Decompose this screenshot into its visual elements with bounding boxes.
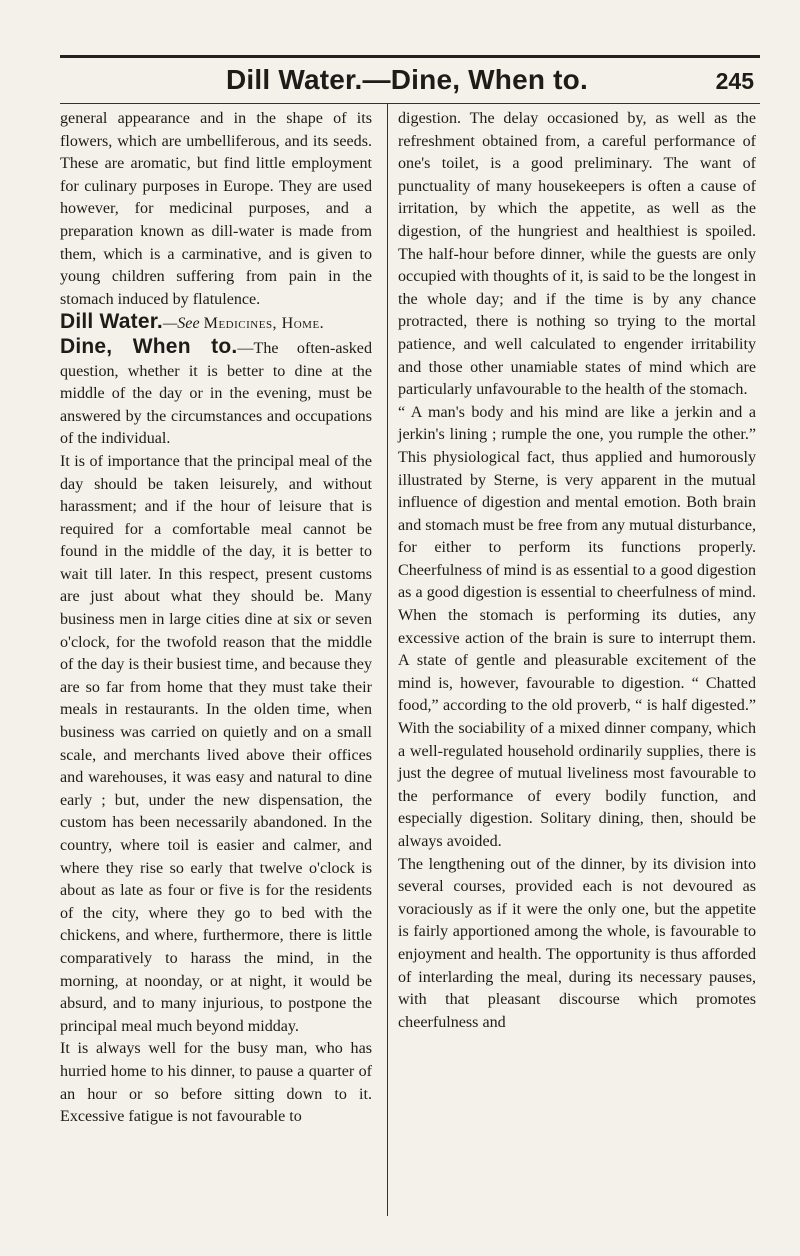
entry-heading: Dill Water. <box>60 310 163 334</box>
entry-text: —The often-asked question, whether it is better to dine at the middle of the day or in the evening, must be answered by the circumstances and occupations of the individual. <box>60 339 372 448</box>
paragraph: “ A man's body and his mind are like a jerkin and a jerkin's lining ; rumple the one, you rumple the other.” This physiological fact, thus applied and humorously illustrated by Sterne, is very apparent in the mutual influence of digestion and mental emotion. Both brain and stomach must be free from any mutual disturbance, for either to perform its functions properly. Cheerfulness of mind is as essential to a good digestion as a good digestion is essential to cheerfulness of mind. When the stomach is performing its duties, any excessive action of the brain is sure to interrupt them. A state of gentle and pleasurable excitement of the mind is, however, favourable to digestion. “ Chatted food,” according to the old proverb, “ is half digested.” With the sociability of a mixed dinner company, which a well-regulated household ordinarily supplies, there is just the degree of mutual liveliness most favourable to the performance of every bodily function, and especially digestion. Solitary dining, then, should be always avoided. <box>398 403 756 850</box>
paragraph: It is always well for the busy man, who has hurried home to his dinner, to pause a quarter of an hour or so before sitting down to it. Excessive fatigue is not favourable to <box>60 1040 372 1126</box>
entry-dill-water <box>60 311 372 336</box>
see-text: —See <box>162 315 200 333</box>
cross-reference: Medicines, Home. <box>203 315 325 333</box>
entry-heading: Dine, When to. <box>60 334 238 358</box>
page-number: 245 <box>715 68 754 94</box>
page-header <box>60 64 754 98</box>
running-head: Dill Water.—Dine, When to. <box>226 64 588 95</box>
paragraph: It is of importance that the principal meal of the day should be taken leisurely, and without harassment; and if the hour of leisure that is required for a comfortable meal cannot be found in the middle of the day, it is better to wait till later. In this respect, present customs are just about what they should be. Many business men in large cities dine at six or seven o'clock, for the twofold reason that the middle of the day is their busiest time, and because they are so far from home that they must take their meals in restaurants. In the olden time, when business was carried on quietly and on a small scale, and merchants lived above their offices and warehouses, it was easy and natural to dine early ; but, under the new dispensation, the custom has been necessarily abandoned. In the country, where toil is easier and calmer, and where they rise so early that twelve o'clock is about as late as four or five is for the residents of the city, where they go to bed with the chickens, and where, furthermore, there is little comparatively to harass the mind, in the morning, at noonday, or at night, it would be absurd, and to many injurious, to postpone the principal meal much beyond midday. <box>60 452 372 1035</box>
header-rule <box>60 103 760 104</box>
paragraph: The lengthening out of the dinner, by its division into several courses, provided each is not devoured as voraciously as if it were the only one, but the appetite is fairly apportioned among the whole, is favourable to enjoyment and health. The opportunity is thus afforded of interlarding the meal, during its necessary pauses, with that pleasant discourse which promotes cheerfulness and <box>398 855 756 1031</box>
entry-dine-when-to <box>60 336 372 451</box>
top-rule <box>60 55 760 58</box>
paragraph: general appearance and in the shape of its flowers, which are umbelliferous, and its seeds. These are aromatic, but find little employment for culinary purposes in Europe. They are used however, for medicinal purposes, and a preparation known as dill-water is made from them, which is a carminative, and is given to young children suffering from pain in the stomach induced by flatulence. <box>60 110 372 308</box>
left-column <box>60 108 372 1129</box>
right-column <box>398 108 756 1034</box>
paragraph: digestion. The delay occasioned by, as well as the refreshment obtained from, a careful performance of one's toilet, is a good preliminary. The want of punctuality of many housekeepers is often a cause of irritation, by which the appetite, as well as the digestion, of the hungriest and healthiest is spoiled. The half-hour before dinner, while the guests are only occupied with thoughts of it, is said to be the longest in the whole day; and if the time is by any chance protracted, there is nothing so trying to the mortal patience, and well calculated to engender irritability and those other unamiable states of mind which are particularly unfavourable to the health of the stomach. <box>398 110 756 399</box>
column-divider <box>387 103 388 1216</box>
